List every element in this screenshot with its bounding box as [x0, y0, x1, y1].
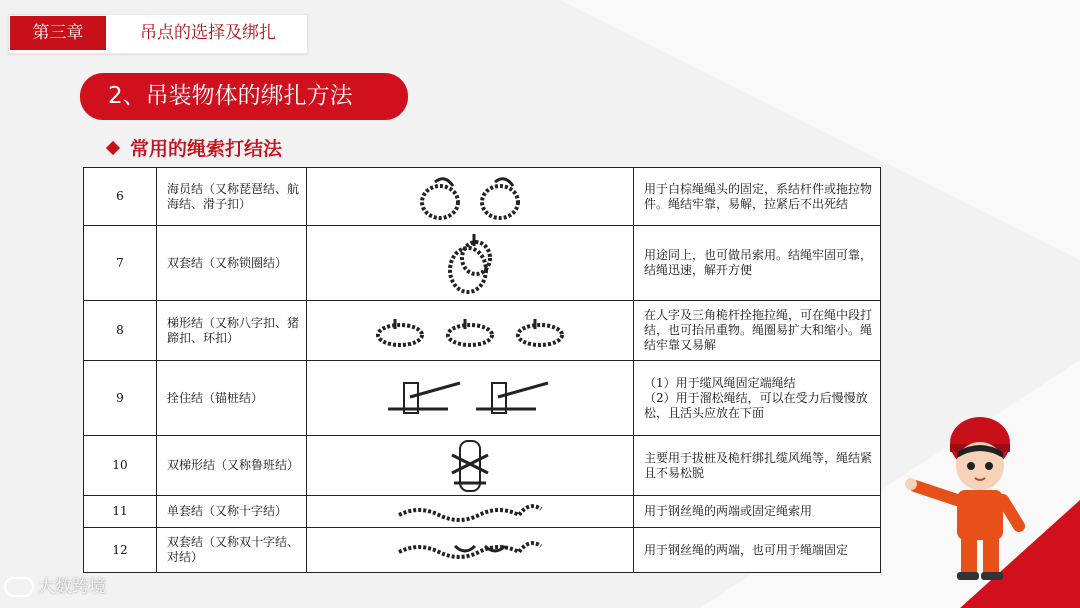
knot-name: 梯形结（又称八字扣、猪蹄扣、环扣）: [157, 301, 307, 361]
knot-name: 海员结（又称琵琶结、航海结、滑子扣）: [157, 168, 307, 226]
knot-description: 用于钢丝绳的两端，也可用于绳端固定: [634, 528, 881, 573]
row-number: 12: [84, 528, 157, 573]
table-row: [84, 436, 881, 496]
double-bend-icon: [395, 536, 545, 564]
table-row: [84, 361, 881, 436]
knot-description: 用途同上，也可做吊索用。结绳牢固可靠，结绳迅速，解开方便: [634, 226, 881, 301]
row-number: 11: [84, 496, 157, 528]
table-row: [84, 496, 881, 528]
knot-name: 双梯形结（又称鲁班结）: [157, 436, 307, 496]
knot-description: 在人字及三角桅杆拴拖拉绳，可在绳中段打结，也可抬吊重物。绳圈易扩大和缩小。绳结牢靠又易解: [634, 301, 881, 361]
knot-illustration: [307, 301, 634, 361]
row-number: 9: [84, 361, 157, 436]
subtitle: [108, 136, 282, 162]
row-number: 6: [84, 168, 157, 226]
knot-illustration: [307, 436, 634, 496]
table-row: [84, 226, 881, 301]
row-number: 8: [84, 301, 157, 361]
watermark-logo: [4, 572, 106, 602]
logo-icon: [4, 577, 34, 597]
knot-name: 双套结（又称双十字结、对结）: [157, 528, 307, 573]
knot-description: 主要用于拔桩及桅杆绑扎缆风绳等，绳结紧且不易松脱: [634, 436, 881, 496]
knot-table: [83, 167, 881, 573]
row-number: 7: [84, 226, 157, 301]
table-row: [84, 168, 881, 226]
worker-mascot-illustration: [895, 408, 1035, 583]
chapter-title: 吊点的选择及绑扎: [140, 23, 276, 43]
lashing-knot-icon: [440, 439, 500, 493]
knot-illustration: [307, 528, 634, 573]
clove-hitch-icon: [365, 311, 575, 351]
section-title: 2、吊装物体的绑扎方法: [80, 73, 408, 120]
table-row: [84, 301, 881, 361]
anchor-hitch-icon: [380, 373, 560, 423]
knot-description: 用于白棕绳绳头的固定，系结杆件或拖拉物件。绳结牢靠，易解，拉紧后不出死结: [634, 168, 881, 226]
diamond-bullet-icon: [106, 140, 120, 154]
table-row: [84, 528, 881, 573]
row-number: 10: [84, 436, 157, 496]
knot-name: 拴住结（锚桩结）: [157, 361, 307, 436]
sailor-knot-icon: [395, 172, 545, 222]
knot-description: （1）用于缆风绳固定端绳结 （2）用于溜松绳结，可以在受力后慢慢放松，且活头应放在下面: [634, 361, 881, 436]
chapter-tag: 第三章: [10, 16, 106, 50]
subtitle-text: 常用的绳索打结法: [130, 138, 283, 160]
knot-name: 单套结（又称十字结）: [157, 496, 307, 528]
knot-name: 双套结（又称锁圈结）: [157, 226, 307, 301]
single-bend-icon: [395, 499, 545, 525]
knot-illustration: [307, 496, 634, 528]
double-loop-knot-icon: [430, 230, 510, 296]
knot-description: 用于钢丝绳的两端或固定绳索用: [634, 496, 881, 528]
knot-illustration: [307, 361, 634, 436]
watermark-text: 大数跨境: [38, 577, 106, 597]
knot-illustration: [307, 226, 634, 301]
knot-illustration: [307, 168, 634, 226]
